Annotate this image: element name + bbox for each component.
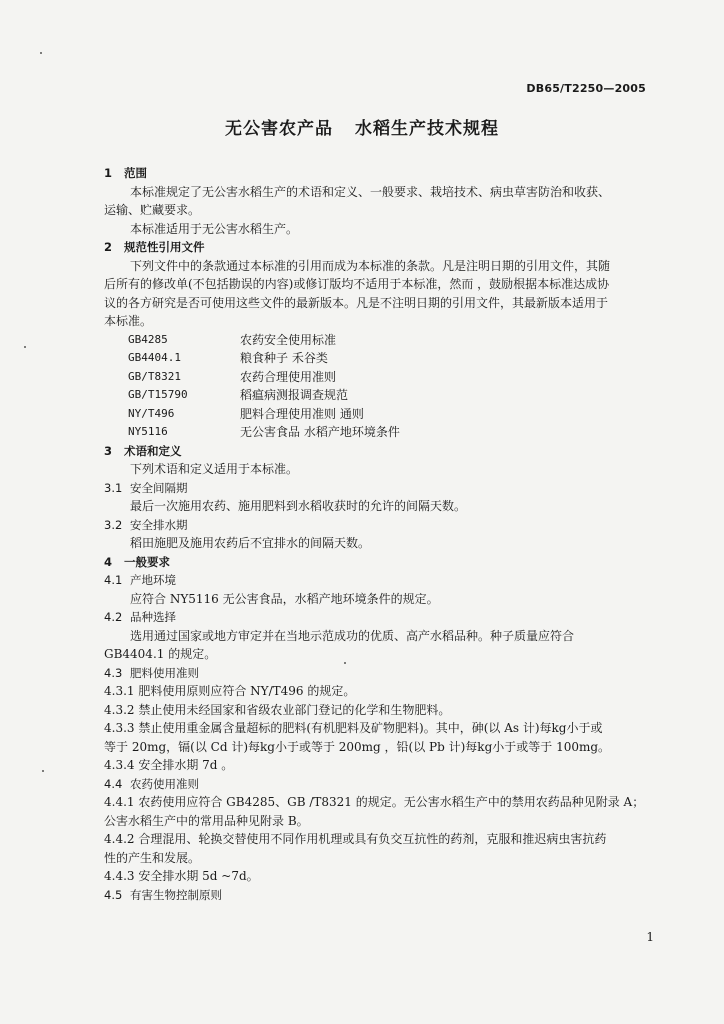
reference-name: 肥料合理使用准则 通则	[240, 406, 364, 421]
section-4-3-3-cont: 等于 20mg，镉(以 Cd 计)每kg小于或等于 200mg ，铅(以 Pb 计)每kg小于或等于 100mg。	[104, 739, 611, 754]
reference-code: NY5116	[128, 425, 168, 438]
reference-code: GB/T15790	[128, 388, 188, 401]
section-1-paragraph: 本标准规定了无公害水稻生产的术语和定义、一般要求、栽培技术、病虫草害防治和收获、	[130, 184, 611, 199]
section-4-4-3: 4.4.3 安全排水期 5d ~7d。	[104, 869, 259, 883]
section-4-2-text: 选用通过国家或地方审定并在当地示范成功的优质、高产水稻品种。种子质量应符合	[130, 628, 575, 643]
section-1-heading: 1 范围	[104, 166, 147, 180]
section-4-2-text-cont: GB4404.1 的规定。	[104, 647, 217, 661]
reference-code: GB/T8321	[128, 369, 181, 383]
reference-row	[104, 349, 656, 368]
section-3-heading: 3 术语和定义	[104, 443, 182, 458]
reference-name: 稻瘟病测报调查规范	[240, 388, 349, 402]
reference-name: 粮食种子 禾谷类	[240, 351, 328, 365]
section-4-4-2: 4.4.2 合理混用、轮换交替使用不同作用机理或具有负交互抗性的药剂，克服和推迟病虫害抗药	[104, 832, 607, 846]
section-2-paragraph-cont: 议的各方研究是否可使用这些文件的最新版本。凡是不注明日期的引用文件，其最新版本适用于	[104, 295, 609, 310]
section-4-heading: 4 一般要求	[104, 554, 170, 569]
reference-row	[104, 423, 656, 442]
section-4-3-heading: 4.3 肥料使用准则	[104, 665, 199, 680]
section-4-3-1: 4.3.1 肥料使用原则应符合 NY/T496 的规定。	[104, 684, 356, 698]
section-1-paragraph-cont: 运输、贮藏要求。	[104, 203, 201, 217]
section-4-3-4: 4.3.4 安全排水期 7d 。	[104, 758, 234, 772]
reference-code: NY/T496	[128, 406, 175, 420]
reference-row	[104, 368, 656, 387]
section-4-3-2: 4.3.2 禁止使用未经国家和省级农业部门登记的化学和生物肥料。	[104, 702, 451, 717]
section-4-3-3: 4.3.3 禁止使用重金属含量超标的肥料(有机肥料及矿物肥料)。其中，砷(以 As 计)每kg小于或	[104, 721, 603, 735]
reference-row	[104, 386, 656, 405]
section-3-paragraph: 下列术语和定义适用于本标准。	[130, 462, 299, 476]
document-body	[104, 164, 656, 904]
page-number: 1	[646, 930, 654, 944]
scan-speck	[344, 662, 346, 664]
reference-code: GB4285	[128, 332, 168, 346]
reference-row	[104, 331, 656, 350]
section-4-4-1-cont: 公害水稻生产中的常用品种见附录 B。	[104, 813, 309, 828]
reference-name: 农药合理使用准则	[240, 369, 337, 384]
document-title	[0, 114, 724, 139]
section-3-2-heading: 3.2 安全排水期	[104, 517, 188, 532]
reference-name: 农药安全使用标准	[240, 332, 337, 347]
title-part1: 无公害农产品	[225, 119, 333, 139]
section-3-1-text: 最后一次施用农药、施用肥料到水稻收获时的允许的间隔天数。	[130, 499, 467, 513]
section-4-4-1: 4.4.1 农药使用应符合 GB4285、GB /T8321 的规定。无公害水稻生产中的禁用农药品种见附录 A；	[104, 795, 645, 809]
section-4-5-heading: 4.5 有害生物控制原则	[104, 887, 222, 902]
section-2-paragraph-cont: 后所有的修改单(不包括勘误的内容)或修订版均不适用于本标准，然而 ，鼓励根据本标准达成协	[104, 277, 610, 291]
section-4-2-heading: 4.2 品种选择	[104, 610, 176, 624]
section-3-2-text: 稻田施肥及施用农药后不宜排水的间隔天数。	[130, 536, 371, 550]
reference-code: GB4404.1	[128, 351, 181, 364]
reference-name: 无公害食品 水稻产地环境条件	[240, 425, 400, 439]
section-4-1-text: 应符合 NY5116 无公害食品，水稻产地环境条件的规定。	[130, 591, 439, 606]
section-4-4-heading: 4.4 农药使用准则	[104, 776, 199, 791]
reference-row	[104, 405, 656, 424]
section-2-paragraph: 下列文件中的条款通过本标准的引用而成为本标准的条款。凡是注明日期的引用文件，其随	[130, 258, 611, 273]
scan-speck	[40, 52, 42, 54]
section-2-paragraph-cont: 本标准。	[104, 314, 153, 328]
section-1-scope: 本标准适用于无公害水稻生产。	[130, 221, 299, 236]
scan-speck	[24, 346, 26, 348]
section-2-heading: 2 规范性引用文件	[104, 240, 205, 254]
standard-number: DB65/T2250—2005	[526, 82, 646, 95]
scan-speck	[42, 770, 44, 772]
section-3-1-heading: 3.1 安全间隔期	[104, 480, 188, 495]
title-part2: 水稻生产技术规程	[355, 119, 499, 139]
section-4-4-2-cont: 性的产生和发展。	[104, 850, 201, 865]
section-4-1-heading: 4.1 产地环境	[104, 573, 176, 587]
